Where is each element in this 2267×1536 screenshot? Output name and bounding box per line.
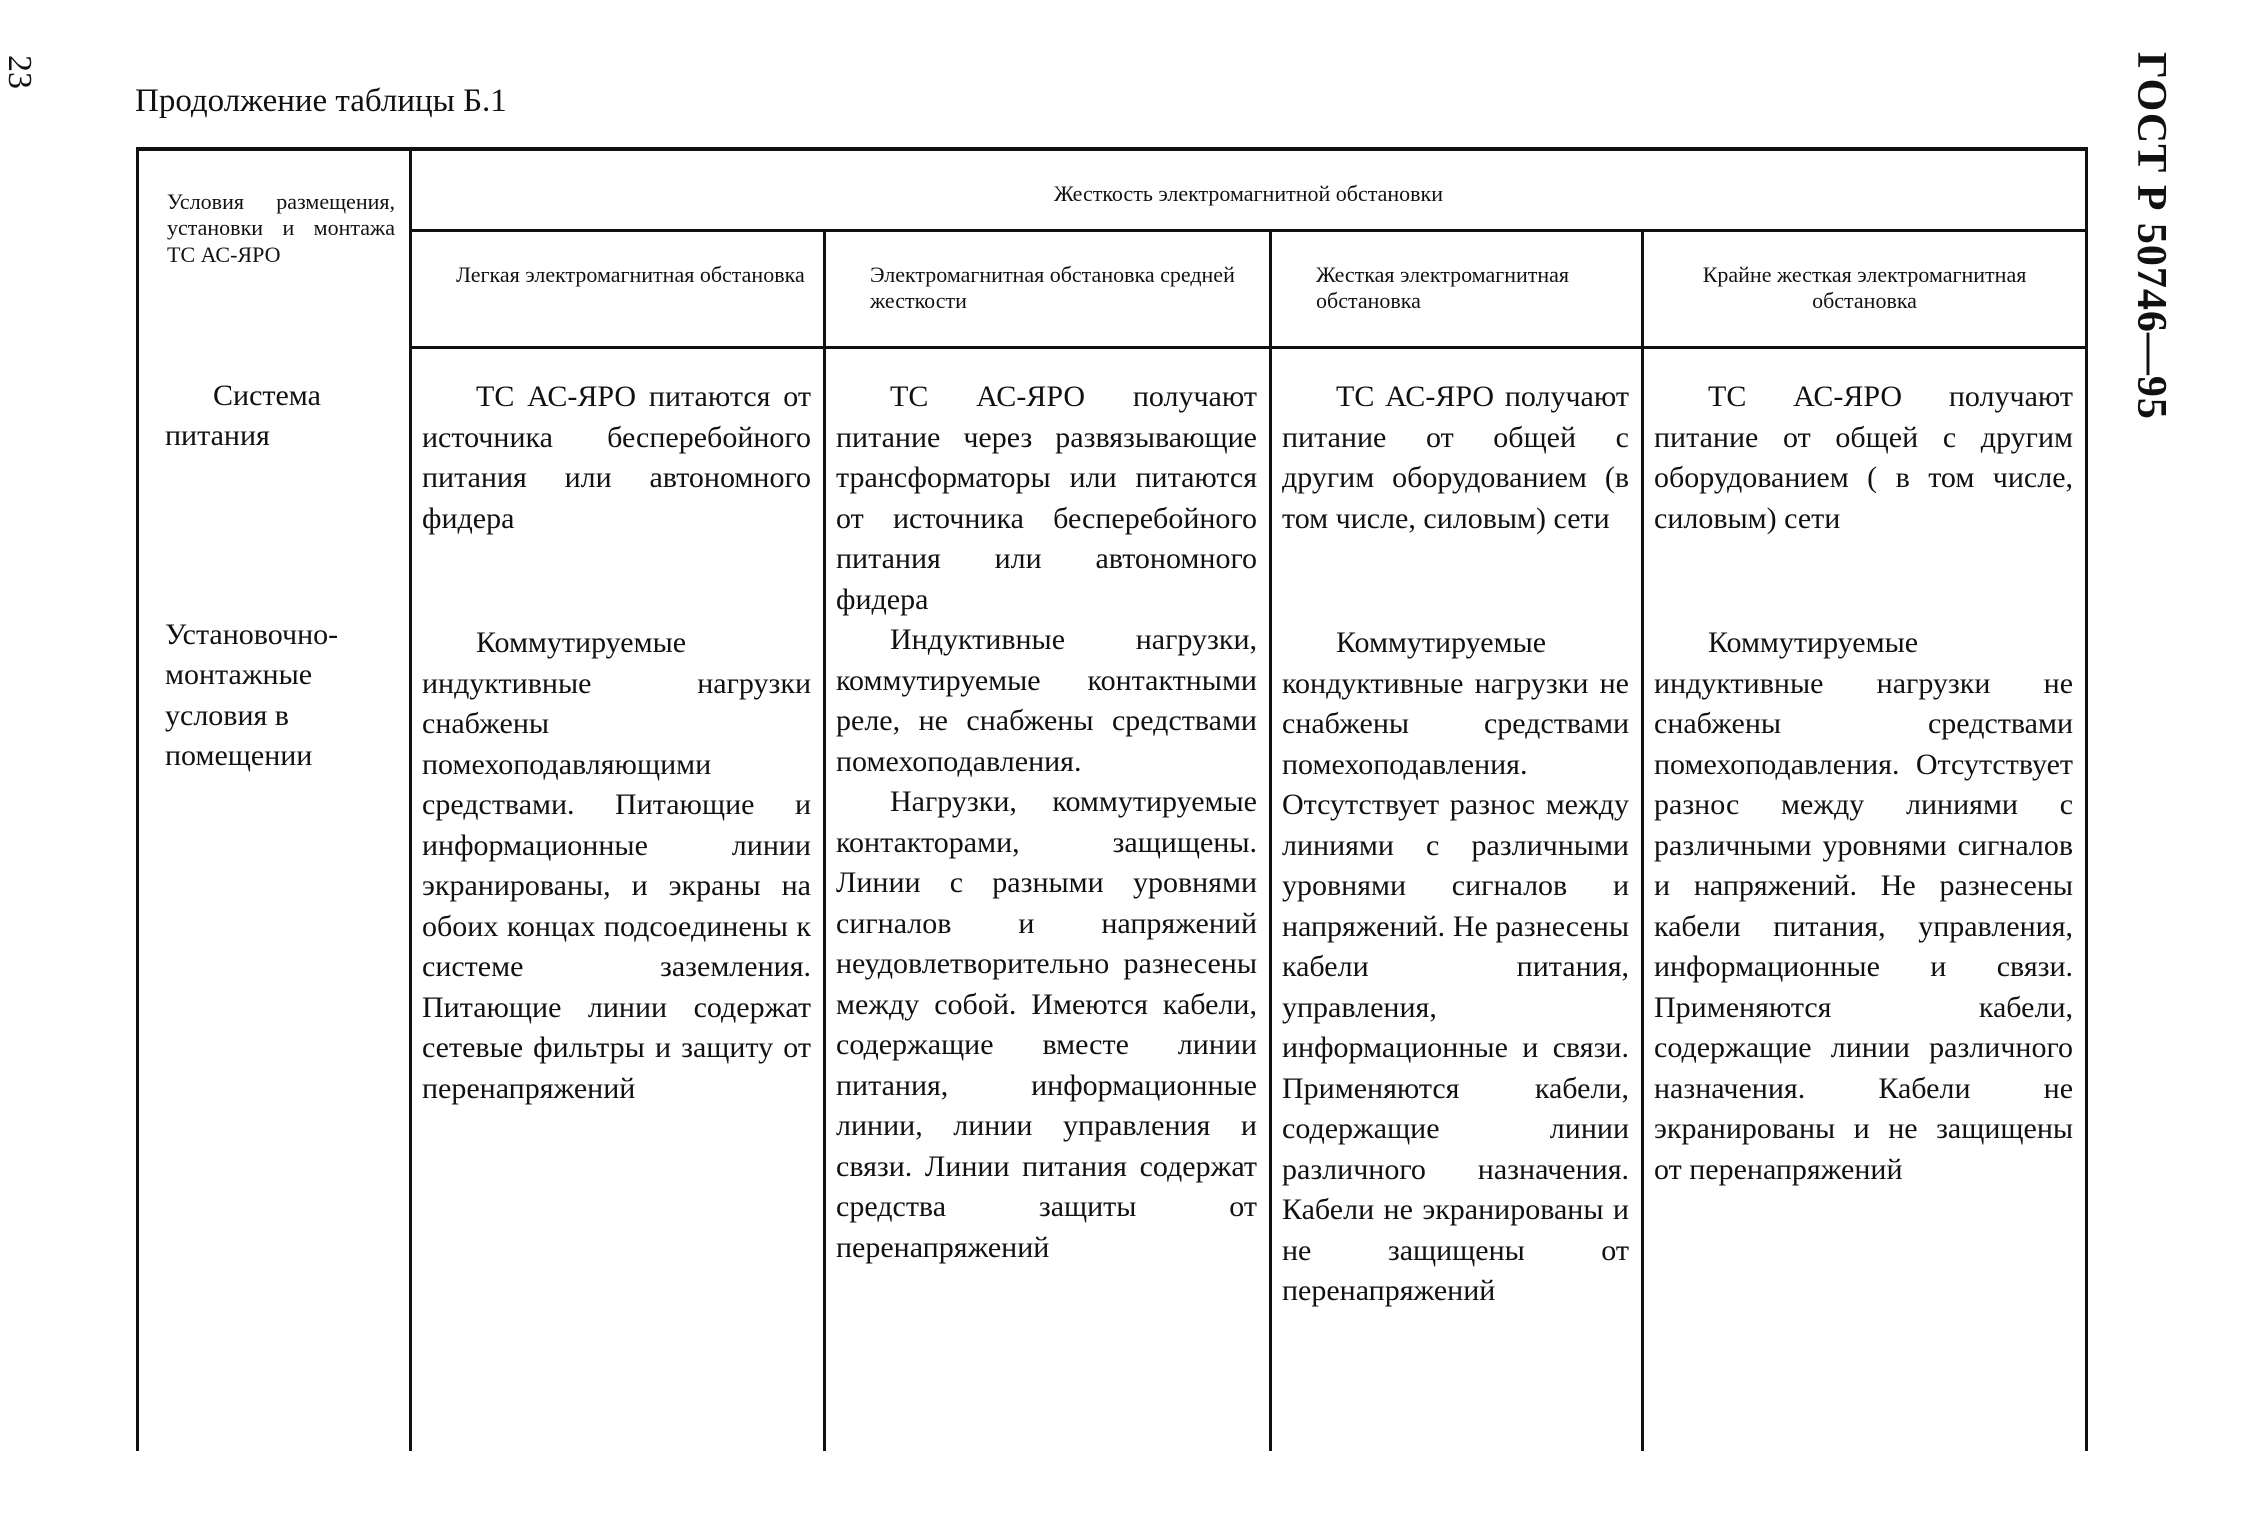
header-medium: Электромагнитная обстановка средней жесткости — [825, 231, 1271, 348]
row-label — [165, 376, 399, 777]
row-label-cell — [138, 348, 411, 1452]
cell-hard — [1271, 348, 1643, 1452]
cell-text: ТС АС-ЯРО получают питание от общей с другим оборудованием (в том числе, силовым) сети — [1282, 380, 1629, 535]
cell-text: Индуктивные нагрузки, коммутируемые контактными реле, не снабжены средствами помехоподавления. — [836, 623, 1257, 778]
cell-extreme — [1643, 348, 2087, 1452]
cell-text: ТС АС-ЯРО питаются от источника бесперебойного питания или автономного фидера — [422, 380, 811, 535]
cell-text: ТС АС-ЯРО получают питание через развязывающие трансформаторы или питаются от источника бесперебойного питания или автономного фидера — [836, 380, 1257, 616]
header-conditions: Условия размещения, установки и монтажа ТС АС-ЯРО — [138, 149, 411, 348]
header-light: Легкая электромагнитная обстановка — [411, 231, 825, 348]
table-row — [138, 348, 2087, 1452]
cell-medium — [825, 348, 1271, 1452]
header-row — [138, 231, 2087, 348]
header-row — [138, 149, 2087, 231]
row-label-installation: Установочно-монтажные условия в помещении — [165, 617, 339, 772]
cell-text: Нагрузки, коммутируемые контакторами, защищены. Линии с разными уровнями сигналов и напряжений неудовлетворительно разнесены между собой. Имеются кабели, содержащие вместе линии питания, информационные линии, линии управления и связи. Линии питания содержат средства защиты от перенапряжений — [836, 785, 1257, 1264]
cell-text: Коммутируемые индуктивные нагрузки не снабжены средствами помехоподавления. Отсутствует разнос между линиями с различными уровнями сигналов и напряжений. Не разнесены кабели питания, управления, информационные и связи. Применяются кабели, содержащие линии различного назначения. Кабели не экранированы и не защищены от перенапряжений — [1654, 626, 2074, 1186]
row-label-power: Система питания — [165, 378, 321, 452]
header-emc-severity: Жесткость электромагнитной обстановки — [411, 149, 2087, 231]
table-b1 — [136, 147, 2088, 1451]
cell-light — [411, 348, 825, 1452]
standard-code: ГОСТ Р 50746—95 — [2128, 52, 2174, 420]
header-extreme: Крайне жесткая электромагнитная обстановка — [1643, 231, 2087, 348]
cell-text: Коммутируемые кондуктивные нагрузки не снабжены средствами помехоподавления. Отсутствует разнос между линиями с различными уровнями сигналов и напряжений. Не разнесены кабели питания, управления, информационные и связи. Применяются кабели, содержащие линии различного назначения. Кабели не экранированы и не защищены от перенапряжений — [1282, 626, 1629, 1307]
header-hard: Жесткая электромагнитная обстановка — [1271, 231, 1643, 348]
cell-text: Коммутируемые индуктивные нагрузки снабжены помехоподавляющими средствами. Питающие и информационные линии экранированы, и экраны на обоих концах подсоединены к системе заземления. Питающие линии содержат сетевые фильтры и защиту от перенапряжений — [422, 626, 811, 1105]
cell-text: ТС АС-ЯРО получают питание от общей с другим оборудованием ( в том числе, силовым) сети — [1654, 380, 2074, 535]
table-caption: Продолжение таблицы Б.1 — [135, 83, 507, 119]
page-number: 23 — [1, 55, 38, 89]
